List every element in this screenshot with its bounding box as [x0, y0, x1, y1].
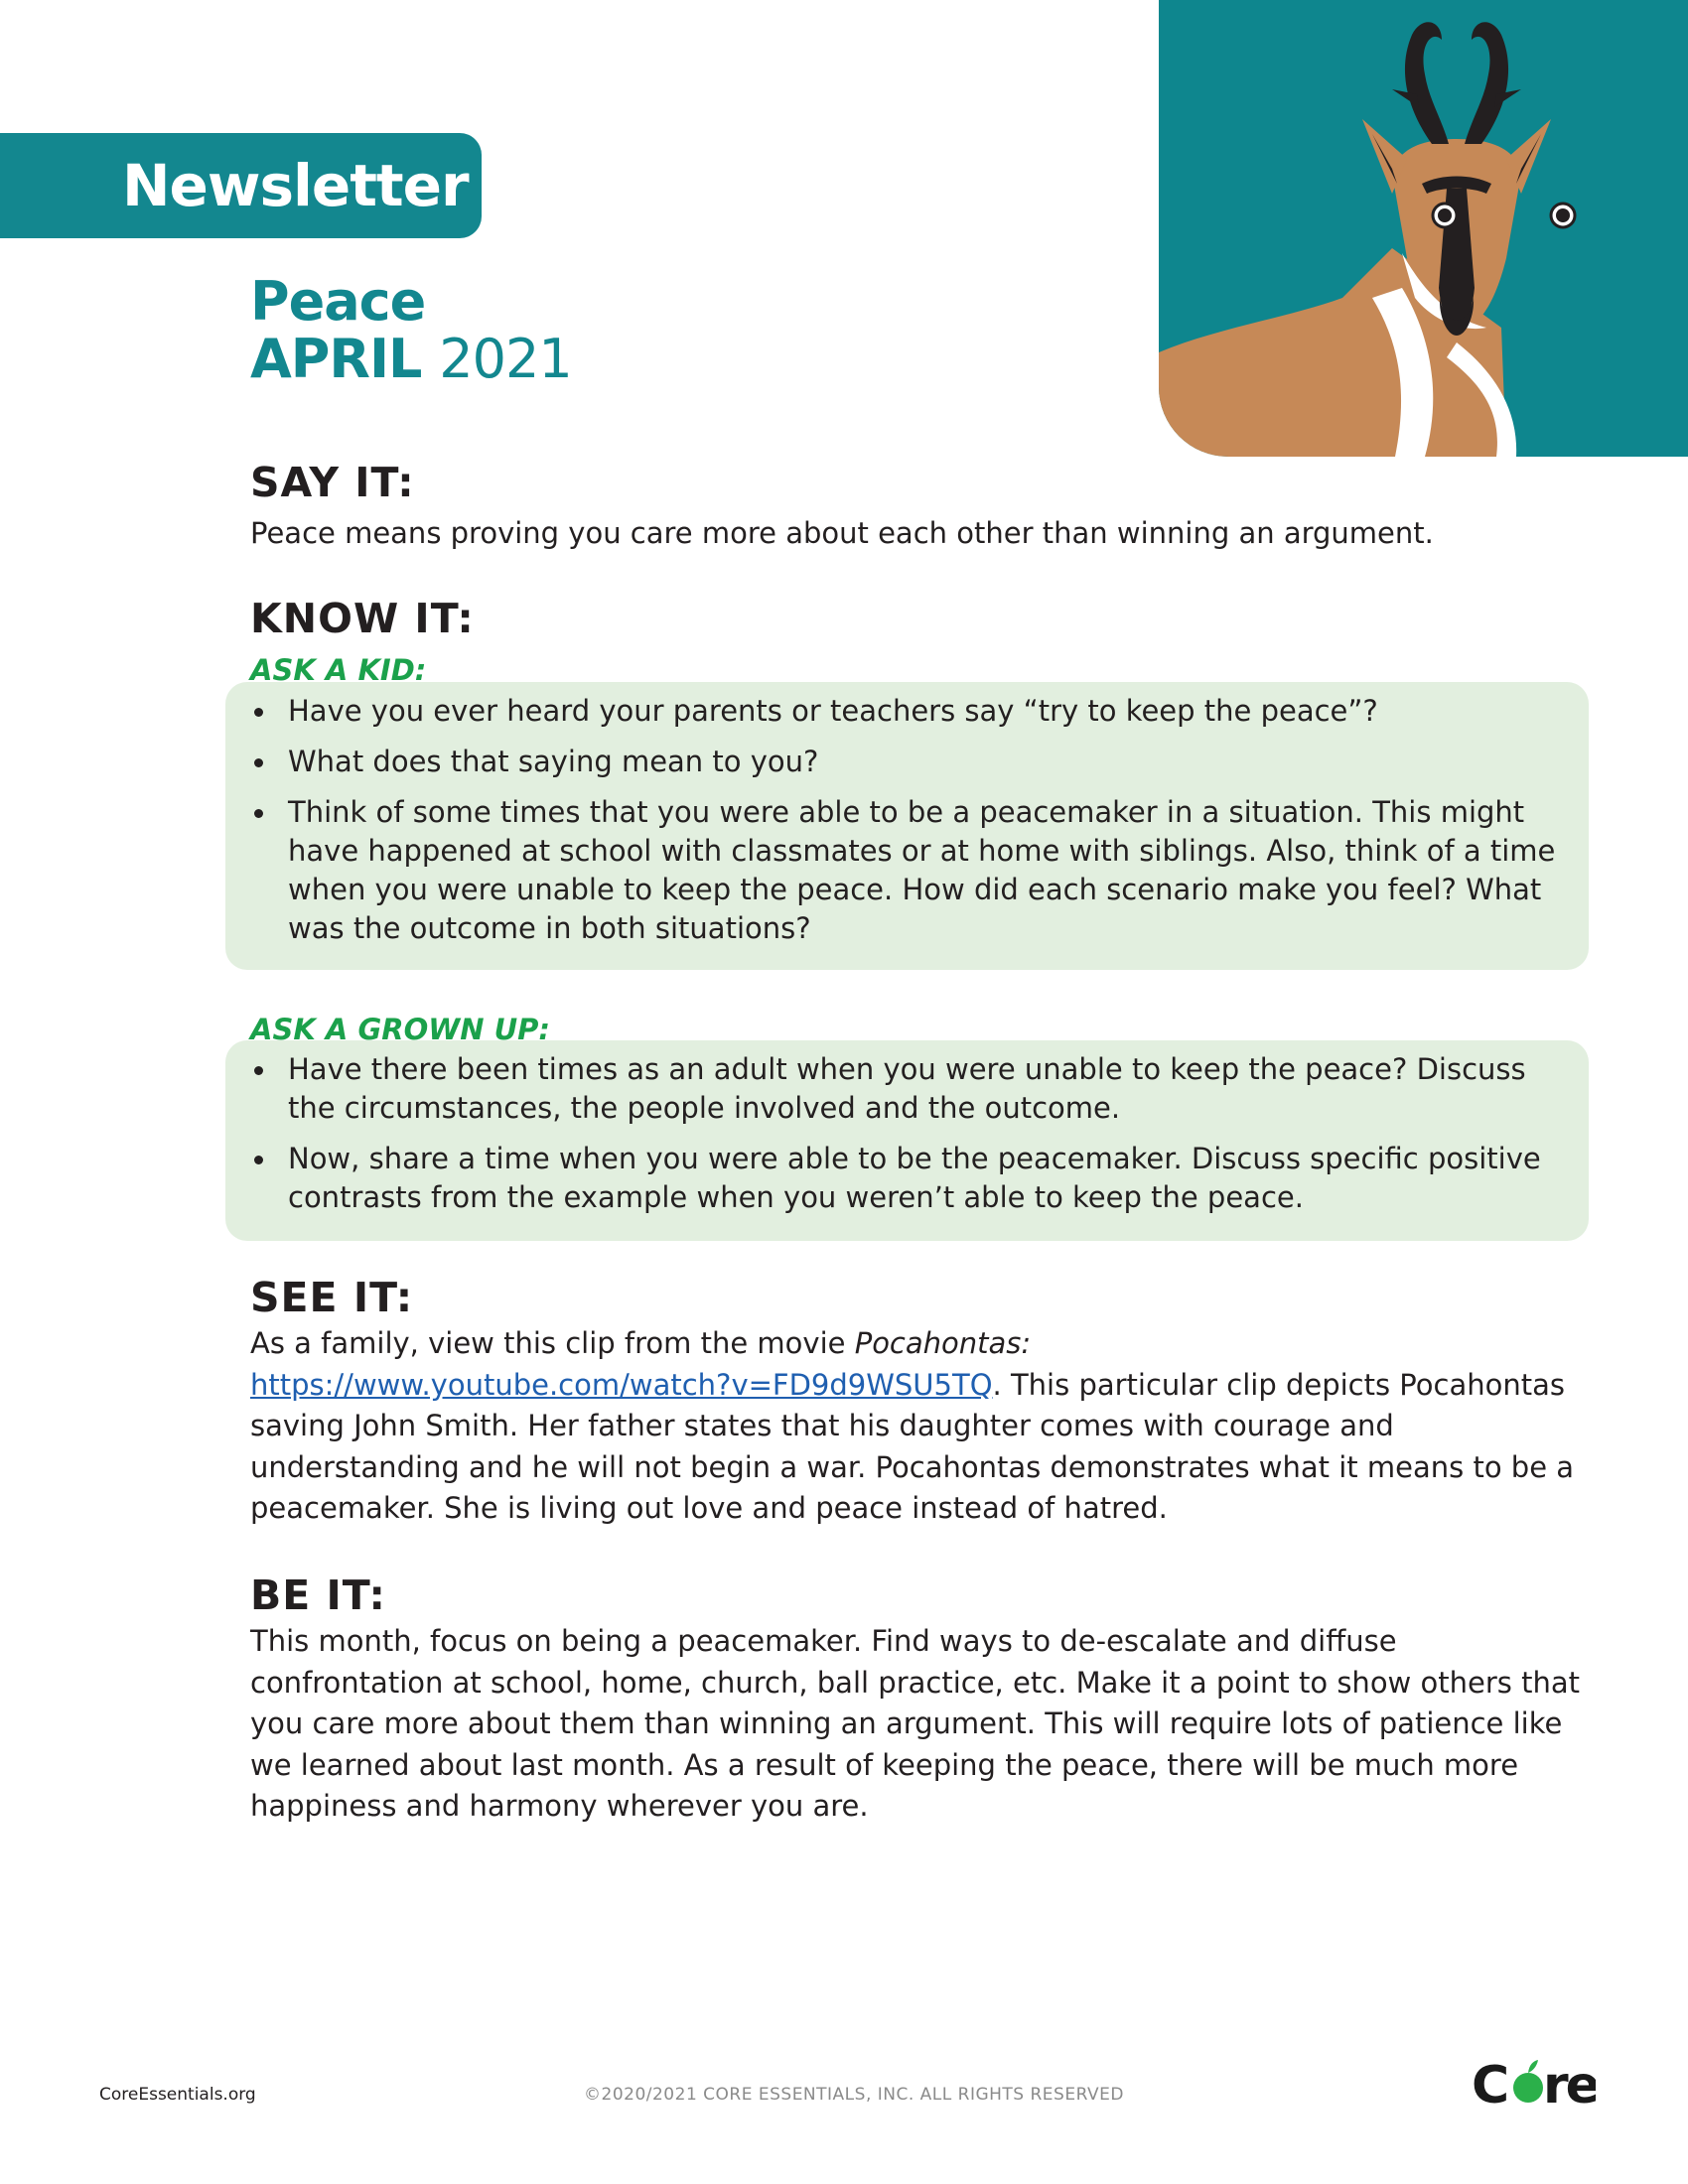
be-it-text: This month, focus on being a peacemaker. Find ways to de-escalate and diffuse confrontation at school, home, church, ball practice, etc. Make it a point to show others that you care more about them than winning an argument. This will require lots of patience like we learned about last month. As a result of keeping the peace, there will be much more happiness and harmony wherever you are. — [250, 1624, 1580, 1823]
list-item: Have there been times as an adult when you were unable to keep the peace? Discuss the circumstances, the people involved and the outcome. — [250, 1050, 1571, 1128]
newsletter-title — [250, 270, 572, 390]
say-it-text: Peace means proving you care more about each other than winning an argument. — [250, 516, 1434, 550]
say-it-heading: SAY IT: — [250, 459, 415, 506]
issue-year: 2021 — [439, 328, 572, 390]
movie-title: Pocahontas: — [854, 1326, 1032, 1360]
youtube-link[interactable]: https://www.youtube.com/watch?v=FD9d9WSU5TQ — [250, 1367, 993, 1402]
know-it-heading: KNOW IT: — [250, 595, 475, 642]
topic-title: Peace — [250, 270, 426, 333]
ask-grown-up-list — [250, 1050, 1571, 1229]
footer-website[interactable]: CoreEssentials.org — [99, 2085, 256, 2105]
svg-text:re: re — [1543, 2056, 1596, 2115]
see-it-intro: As a family, view this clip from the movie — [250, 1326, 855, 1360]
list-item: Think of some times that you were able to be a peacemaker in a situation. This might have happened at school with classmates or at home with siblings. Also, think of a time when you were unable to keep the peace. How did each scenario make you feel? What was the outcome in both situations? — [250, 793, 1571, 948]
issue-month: APRIL — [250, 328, 422, 390]
svg-text:C: C — [1472, 2056, 1507, 2115]
newsletter-tab: Newsletter — [0, 133, 482, 238]
issue-date — [250, 328, 572, 390]
see-it-heading: SEE IT: — [250, 1274, 414, 1321]
pronghorn-illustration — [1159, 0, 1688, 457]
core-apple-logo-icon — [1472, 2055, 1596, 2115]
ask-grown-up-label: ASK A GROWN UP: — [250, 1013, 550, 1046]
list-item: Now, share a time when you were able to be the peacemaker. Discuss specific positive contrasts from the example when you weren’t able to keep the peace. — [250, 1140, 1571, 1217]
list-item: What does that saying mean to you? — [250, 743, 1571, 781]
ask-kid-label: ASK A KID: — [250, 653, 427, 687]
list-item: Have you ever heard your parents or teachers say “try to keep the peace”? — [250, 692, 1571, 731]
be-it-heading: BE IT: — [250, 1571, 386, 1619]
see-it-text — [250, 1323, 1581, 1530]
ask-kid-list — [250, 692, 1571, 960]
footer-copyright: ©2020/2021 CORE ESSENTIALS, INC. ALL RIGHTS RESERVED — [584, 2085, 1124, 2105]
see-it-rest: . This particular clip depicts Pocahontas saving John Smith. Her father states that his daughter comes with courage and understanding and he will not begin a war. Pocahontas demonstrates what it means to be a peacemaker. She is living out love and peace instead of hatred. — [250, 1367, 1575, 1525]
pronghorn-antelope-icon — [1159, 0, 1688, 457]
